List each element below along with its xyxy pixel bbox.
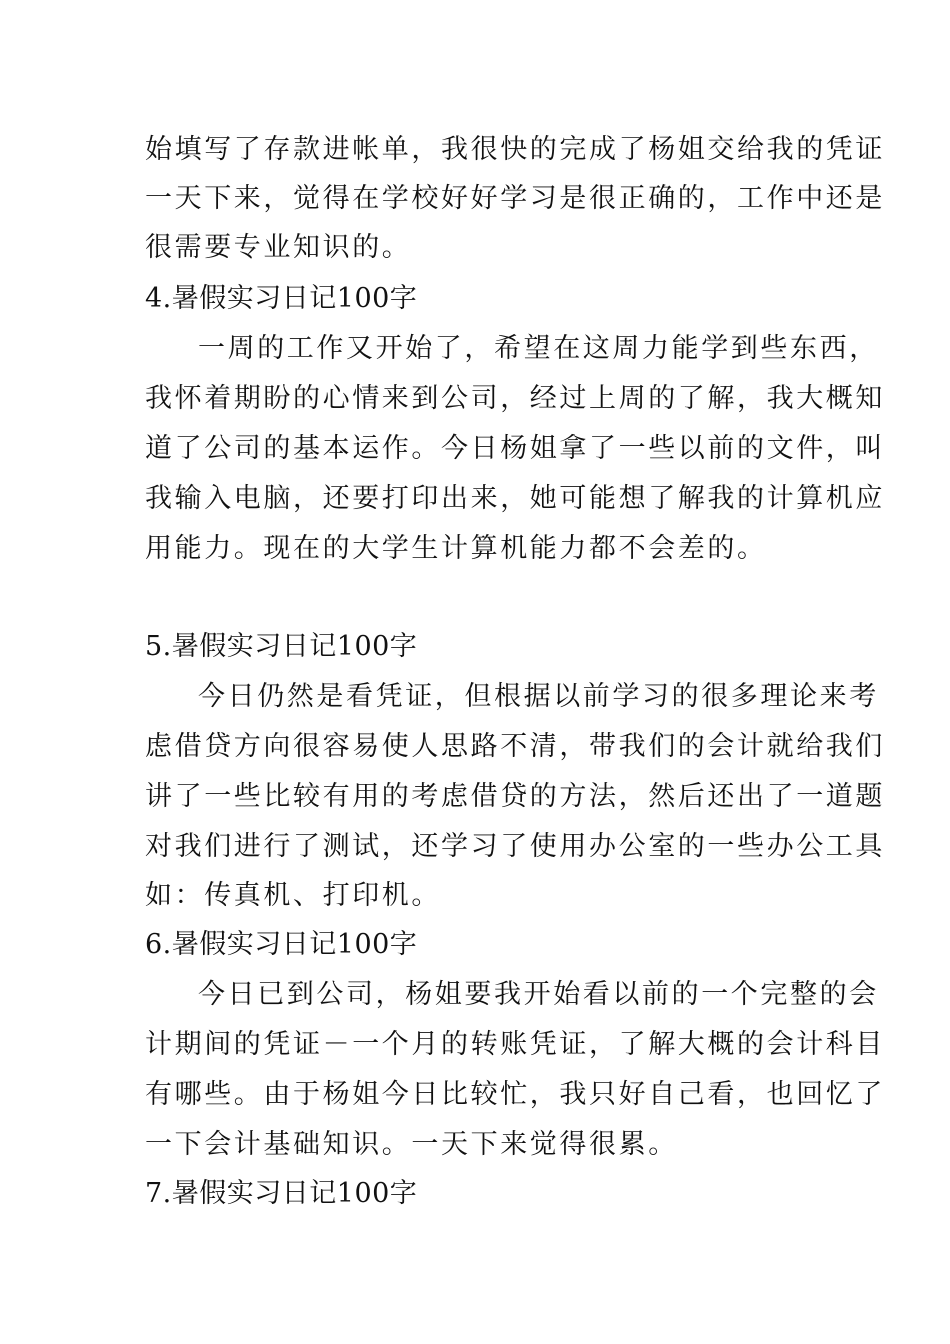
section-5-line-3: 讲了一些比较有用的考虑借贷的方法，然后还出了一道题 <box>145 781 885 812</box>
section-4-line-1: 一周的工作又开始了，希望在这周力能学到些东西， <box>198 333 879 364</box>
section-4-line-5: 用能力。现在的大学生计算机能力都不会差的。 <box>145 533 767 564</box>
section-5-line-5: 如：传真机、打印机。 <box>145 880 441 911</box>
section-6-heading: 6.暑假实习日记100字 <box>145 929 418 960</box>
section-4-heading: 4.暑假实习日记100字 <box>145 283 418 314</box>
section-4-line-4: 我输入电脑，还要打印出来，她可能想了解我的计算机应 <box>145 483 885 514</box>
section-4-line-3: 道了公司的基本运作。今日杨姐拿了一些以前的文件，叫 <box>145 433 885 464</box>
section-6-line-2: 计期间的凭证－一个月的转账凭证，了解大概的会计科目 <box>145 1029 885 1060</box>
section-5-line-1: 今日仍然是看凭证，但根据以前学习的很多理论来考 <box>198 681 879 712</box>
section-6-line-1: 今日已到公司，杨姐要我开始看以前的一个完整的会 <box>198 979 879 1010</box>
section-7-heading: 7.暑假实习日记100字 <box>145 1178 418 1209</box>
section-5-heading: 5.暑假实习日记100字 <box>145 631 418 662</box>
intro-line-2: 一天下来，觉得在学校好好学习是很正确的，工作中还是 <box>145 183 885 214</box>
intro-line-1: 始填写了存款进帐单，我很快的完成了杨姐交给我的凭证 <box>145 134 885 165</box>
section-5-line-4: 对我们进行了测试，还学习了使用办公室的一些办公工具 <box>145 831 885 862</box>
section-6-line-4: 一下会计基础知识。一天下来觉得很累。 <box>145 1129 678 1160</box>
section-4-line-2: 我怀着期盼的心情来到公司，经过上周的了解，我大概知 <box>145 383 885 414</box>
section-5-line-2: 虑借贷方向很容易使人思路不清，带我们的会计就给我们 <box>145 731 885 762</box>
intro-line-3: 很需要专业知识的。 <box>145 232 412 263</box>
section-6-line-3: 有哪些。由于杨姐今日比较忙，我只好自己看，也回忆了 <box>145 1079 885 1110</box>
